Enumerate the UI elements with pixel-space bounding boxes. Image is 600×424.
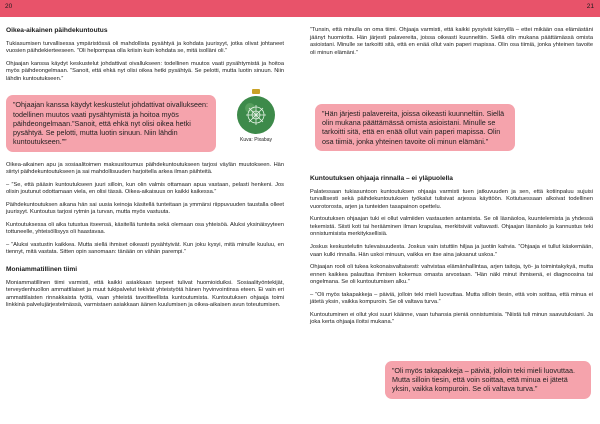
heading-moniammatillinen: Moniammatillinen tiimi [6, 265, 78, 273]
paragraph: – ”Aluksi vastustin kaikkea. Mutta siellä ihmiset oikeasti pysähtyivät. Kun joku kysyi, mitä minulle kuuluu, en tiennyt, mitä vastata. Sitten opin sanomaan: tänään on vähän parempi.” [6, 241, 284, 256]
paragraph: Tukiasumisen turvallisessa ympäristössä oli mahdollista pysähtyä ja kohdata juurisyyt, jotka olivat johtaneet vuosien päihdekierteeseen. ”Oli helpompaa olla kriisin kuin kohdata se, mitä isolläni oli.” [6, 40, 284, 55]
quote-figure-row [6, 88, 284, 151]
pull-quote: ”Hän järjesti palavereita, joissa oikeasti kuunneltiin. Siellä olin mukana päättämässä omista asioistani. Minulle se tarkoitti sitä, että en enää ollut vain paperi mapissa. Olin osa tiimiä, jonka yhteinen tavoite oli minun elämäni.” [315, 104, 515, 151]
paragraph: Oikea-aikainen apu ja sosiaalitoimen maksusitoumus päihdekuntoutukseen tarjosi väylän muutokseen. Hän siirtyi päihdekuntoutukseen ja sai mahdollisuuden harjoitella arkea ilman päihteitä. [6, 161, 284, 176]
heading-kuntoutuksen-ohjaaja: Kuntoutuksen ohjaaja rinnalla – ei yläpuolella [310, 175, 453, 182]
pull-quote: ”Ohjaajan kanssa käydyt keskustelut johdattivat oivallukseen: todellinen muutos vaati pysähtymistä ja hoitoa myös päihdeongelmaan.”Sanoit, että ehkä nyt olisi oikea hetki pysähtyä. Se pelotti, mutta luotin sinuun. Niin lähdin kuntoutukseen.”” [6, 95, 216, 151]
paragraph: ”Tunsin, että minulla on oma tiimi. Ohjaaja varmisti, että kaikki pysyivät kärryillä – ettei mikään osa elämästäni jäänyt huomiotta. Hän järjesti palavereita, joissa oikeasti kuunneltiin. Siellä olin mukana päättämässä omista asioistani. Minulle se tarkoitti sitä, että en enää ollut vain paperi mapissa. Olin osa tiimiä, jonka yhteinen tavoite oli minun elämäni.” [310, 27, 593, 56]
paragraph: Ohjaajan kanssa käydyt keskustelut johdattivat oivallukseen: todellinen muutos vaati pysähtymistä ja hoitoa myös päihdeongelmaan. ”Sanoit, että ehkä nyt olisi oikea hetki pysähtyä. Se pelotti, mutta luotin sinuun. Niin lähdin kuntoutukseen.” [6, 60, 284, 82]
left-column [6, 27, 284, 315]
right-column [310, 27, 593, 62]
paragraph: – ”Se, että pääsin kuntoutukseen juuri silloin, kun olin valmis ottamaan apua vastaan, pelasti henkeni. Jos olisin joutunut odottamaan viela, en olisi tässä. Oikea-aikaisuus on kaikki kaikessa.” [6, 181, 284, 196]
right-column-lower [310, 175, 593, 332]
paragraph: Päihdekuntoutuksen aikana hän sai uusia keinoja käsitellä tunteitaan ja ymmärsi riippuvuuden taustalla olleet juurisyyt. Kuntoutus tarjosi rytmin ja turvan, mutta myös vastuuta. [6, 201, 284, 216]
paragraph: – ”Oli myös takapakkeja – päiviä, jolloin teki mieli luovuttaa. Mutta silloin tiesin, että voin soittaa, että minua ei jätetä yksin, vaikka kompuroin. Se oli valtava turva.” [310, 291, 593, 306]
paragraph: Kuntoutuksen ohjaajan tuki ei ollut valmiiden vastausten antamista. Se oli läsnäoloa, kuuntelemista ja yhdessä tekemistä. Siisti koti tai herääminen ilman krapulaa, merkitsivät valtavasti. Ohjaajan läsnäolo ja kannustus teki onnistumisista merkityksellisiä. [310, 216, 593, 238]
paragraph: Joskus keskustelutin tulevaisuudesta. Joskus vain istuttiin hiljaa ja juotiin kahvia. ”Ohjaaja ei tullut käskemään, vaan kulki rinnalla. Hän uskoi minuun, vaikka en itse aina jaksanut uskoa.” [310, 244, 593, 258]
paragraph: Ohjaajan rooli oli tukea kokonaisvaltaisesti: vahvistaa elämänhallintaa, arjen taitoja, työ- ja toimintakykyä, mutta ennen kaikkea palauttaa ihmisen kokemus omasta arvostaan. ”Hän näki minut ihmisenä, ei diagnoosina tai ongelmana. Se oli kuntoutumisen alku.” [310, 264, 593, 286]
paragraph: Kuntoutuksessa oli aika tutustua itseensä, käsitellä tunteita sekä olemaan osa yhteisöä. Aluksi yksinäisyyteen tottuneelle, yhteisöllisyys oli haastavaa. [6, 221, 284, 236]
header-bar [0, 0, 600, 17]
pull-quote: ”Oli myös takapakkeja – päiviä, jolloin teki mieli luovuttaa. Mutta silloin tiesin, että voin soittaa, että minua ei jätetä yksin, vaikka kompuroin. Se oli valtava turva.” [385, 361, 591, 399]
paragraph: Kuntoutuminen ei ollut yksi suuri käänne, vaan tuhansia pieniä onnistumisia. ”Niistä tuli minun saavutuksiani. Ja joka kerta ohjaaja iloitsi mukana.” [310, 311, 593, 326]
paragraph: Palatessaan tukiasuntoon kuntoutuksen ohjaaja varmisti tuen jatkuvuuden ja sen, että kotiinpaluu sujuisi turvallisesti sekä päihdekuntoutuksen työkalut tulisivat arjessa käyttöön. Kotiutuessaan alkoivat todellinen vuorotorosta, arjen ja tunteiden tasapainon opettelu. [310, 188, 593, 210]
heading-oikea-aikainen: Oikea-aikainen päihdekuntoutus [6, 27, 108, 34]
paragraph: Moniammatillinen tiimi varmisti, että kaikki asiakkaan tarpeet tulivat huomioiduiksi. Sosiaalityöntekijät, terveydenhuollon ammattilaiset ja muut tukipalvelut tekivät yhteistyötä hänen hyvinvointinsa eteen. Ei vain eri ammattilaisten rinnakkaista työtä, vaan yhteistä tavoitteellista kuntoutumista. Kuntoutuksen ohjaaja toimi linkkinä palvelujärjestelmässä, varmistaen asiakkaan äänen kuulumisen ja oikea-aikaisen avun toteutumisen. [6, 279, 284, 309]
ornament-figure [228, 88, 284, 143]
page-number-right: 21 [586, 3, 594, 10]
image-caption: Kuva: Pixabay [240, 137, 272, 144]
christmas-ornament-icon [233, 88, 279, 136]
page-number-left: 20 [5, 3, 13, 10]
